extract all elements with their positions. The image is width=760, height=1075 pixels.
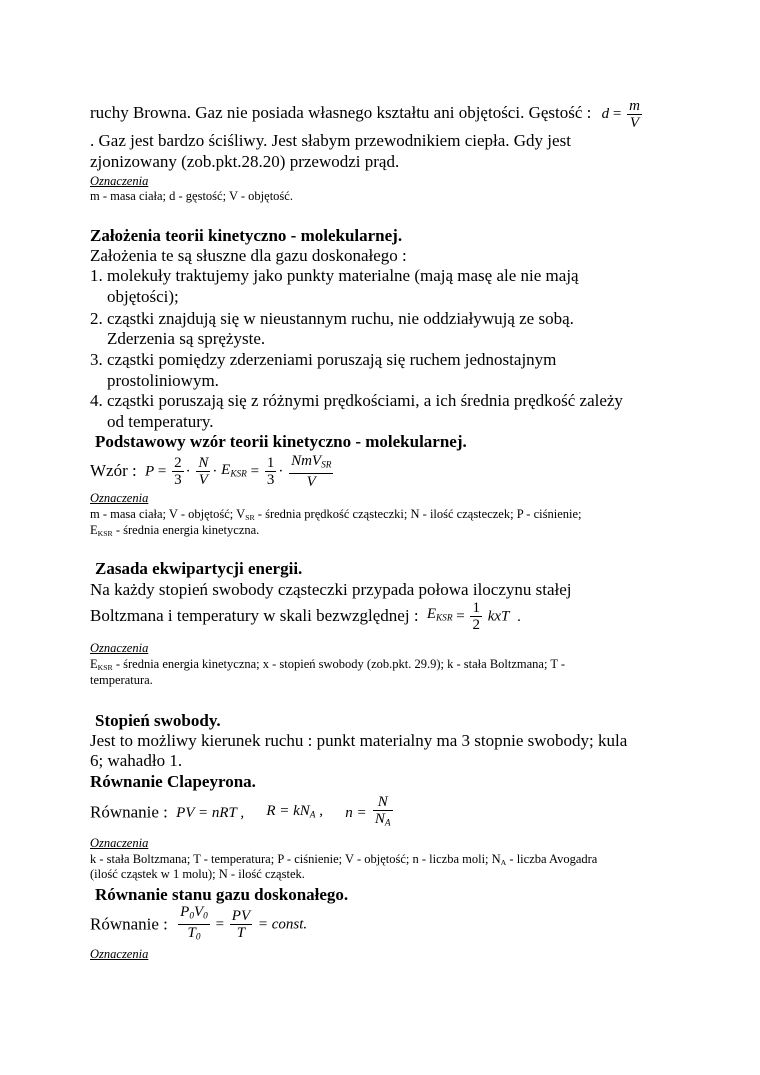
clapeyron-formula: Równanie : PV = nRT , $R = kN_A$ , n = $\frac{N}{N_A}$ (90, 794, 391, 829)
equipartition-line-1: Na każdy stopień swobody cząsteczki przypada połowa iloczynu stałej (90, 580, 572, 599)
list-item: 2. cząstki znajdują się w nieustannym ruchu, nie oddziaływują ze sobą. (90, 309, 574, 328)
density-formula: d = $\frac{m}{V}$ (601, 98, 640, 131)
oznaczenia-text: (ilość cząstek w 1 molu); N - ilość cząstek. (90, 867, 305, 881)
list-item-continued: objętości); (107, 287, 179, 306)
oznaczenia-label: Oznaczenia (90, 174, 149, 188)
oznaczenia-text: $E_{KSR}$ - średnia energia kinetyczna; x - stopień swobody (zob.pkt. 29.9); k - stała Boltzmana; T - (90, 657, 566, 672)
basic-formula: Wzór : P = $\frac{2}{3}$ · $\frac{N}{V}$ · $E_{KSR}$ = $\frac{1}{3}$ · $\frac{NmV_{SR}}{V}$ (90, 453, 332, 491)
intro-line-3: zjonizowany (zob.pkt.28.20) przewodzi prąd. (90, 152, 400, 171)
section-heading-equipartition: Zasada ekwipartycji energii. (95, 559, 303, 578)
freedom-line-1: Jest to możliwy kierunek ruchu : punkt materialny ma 3 stopnie swobody; kula (90, 731, 628, 750)
oznaczenia-label: Oznaczenia (90, 641, 149, 655)
ideal-gas-formula: Równanie : $\frac{P_0V_0}{T_0}$ = $\frac{PV}{T}$ = const. (90, 904, 308, 943)
list-item: 1. molekuły traktujemy jako punkty materialne (mają masę ale nie mają (90, 266, 579, 285)
intro-line-2: . Gaz jest bardzo ściśliwy. Jest słabym przewodnikiem ciepła. Gdy jest (90, 131, 571, 150)
section-heading-freedom: Stopień swobody. (95, 711, 221, 730)
list-item: 3. cząstki pomiędzy zderzeniami poruszają się ruchem jednostajnym (90, 350, 557, 369)
oznaczenia-label: Oznaczenia (90, 947, 149, 961)
list-item: 4. cząstki poruszają się z różnymi prędkościami, a ich średnia prędkość zależy (90, 391, 623, 410)
oznaczenia-label: Oznaczenia (90, 836, 149, 850)
section-heading-ideal-gas: Równanie stanu gazu doskonałego. (95, 885, 349, 904)
intro-line-1: ruchy Browna. Gaz nie posiada własnego kształtu ani objętości. Gęstość : d = $\frac{m}{V}$ (90, 98, 644, 131)
assumptions-intro: Założenia te są słuszne dla gazu doskonałego : (90, 246, 407, 265)
equipartition-line-2: Boltzmana i temperatury w skali bezwzględnej : $E_{KSR}$ = $\frac{1}{2}$ kxT . (90, 600, 521, 633)
oznaczenia-text: k - stała Boltzmana; T - temperatura; P - ciśnienie; V - objętość; n - liczba moli; $N_A$ - liczba Avogadra (90, 852, 598, 867)
oznaczenia-text: temperatura. (90, 673, 153, 687)
section-heading-assumptions: Założenia teorii kinetyczno - molekularnej. (90, 226, 403, 245)
oznaczenia-label: Oznaczenia (90, 491, 149, 505)
list-item-continued: od temperatury. (107, 412, 214, 431)
oznaczenia-text: m - masa ciała; V - objętość; $V_{SR}$ - średnia prędkość cząsteczki; N - ilość cząsteczek; P - ciśnienie; (90, 507, 582, 522)
list-item-continued: prostoliniowym. (107, 371, 219, 390)
oznaczenia-text: m - masa ciała; d - gęstość; V - objętość. (90, 189, 293, 203)
oznaczenia-text: $E_{KSR}$ - średnia energia kinetyczna. (90, 523, 260, 538)
list-item-continued: Zderzenia są sprężyste. (107, 329, 266, 348)
section-heading-basic-formula: Podstawowy wzór teorii kinetyczno - molekularnej. (95, 432, 467, 451)
freedom-line-2: 6; wahadło 1. (90, 751, 183, 770)
section-heading-clapeyron: Równanie Clapeyrona. (90, 772, 256, 791)
